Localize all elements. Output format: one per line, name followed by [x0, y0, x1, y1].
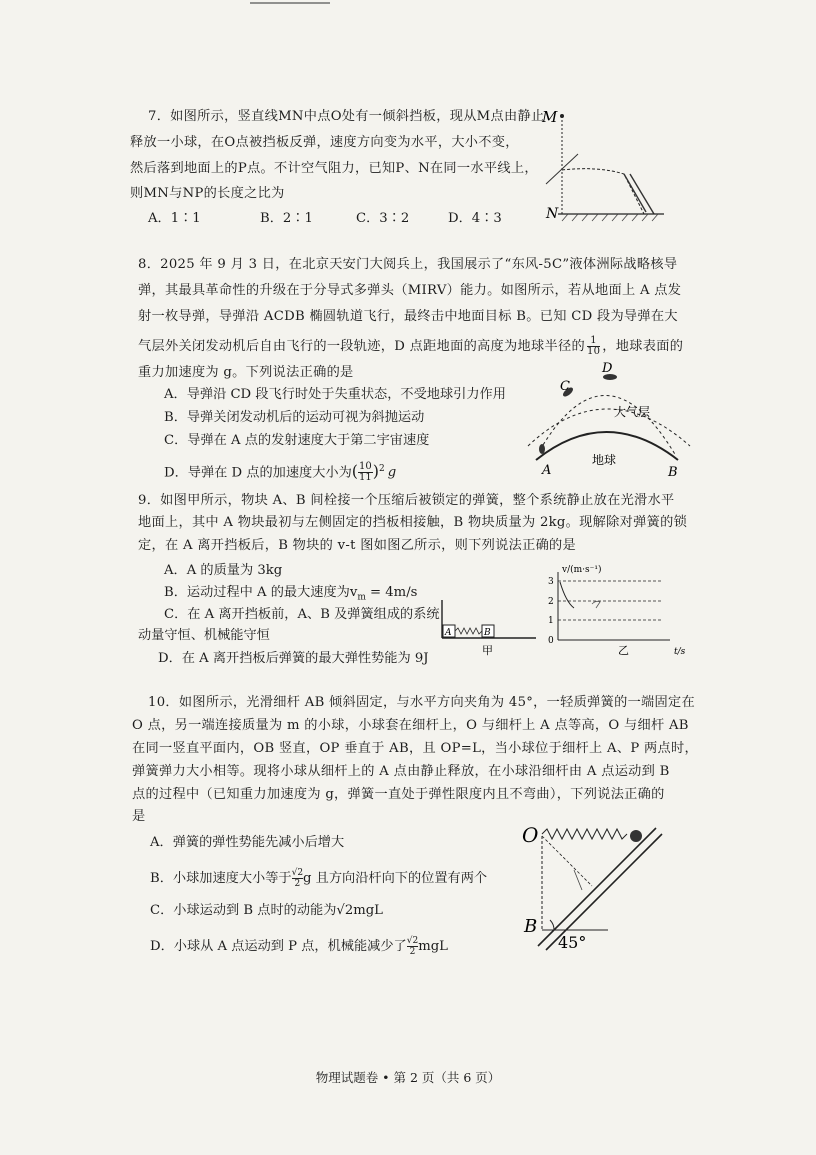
q9-caption-jia: 甲 — [482, 644, 493, 657]
q10-line-5: 点的过程中（已知重力加速度为 g，弹簧一直处于弹性限度内且不弯曲），下列说法正确的 — [132, 787, 665, 802]
q10-option-d-frac — [407, 936, 418, 957]
q10-option-c[interactable]: C．小球运动到 B 点时的动能为√2mgL — [150, 903, 383, 918]
q7-line-2: 释放一小球，在O点被挡板反弹，速度方向变为水平，大小不变， — [130, 135, 519, 150]
q9-option-a[interactable]: A．A 的质量为 3kg — [164, 563, 283, 578]
q8-optd-tail: g — [387, 465, 397, 481]
q8-fraction-den: 10 — [586, 346, 601, 357]
q7-option-b[interactable]: B．2∶1 — [260, 211, 313, 226]
q9-option-b-sub: m — [357, 592, 366, 603]
q9-tick-0: 0 — [548, 636, 554, 646]
q9-option-c[interactable]: C．在 A 离开挡板前，A、B 及弹簧组成的系统 — [164, 607, 440, 622]
q8-figure — [518, 360, 698, 478]
top-header-mark — [0, 0, 816, 8]
q10-label-angle: 45° — [558, 933, 587, 952]
q8-option-b[interactable]: B．导弹关闭发动机后的运动可视为斜抛运动 — [164, 410, 425, 425]
q9-line-1: 9．如图甲所示，物块 A、B 间栓接一个压缩后被锁定的弹簧，整个系统静止放在光滑水平 — [138, 493, 675, 508]
q8-label-d: D — [602, 361, 613, 376]
page-footer: 物理试题卷 • 第 2 页（共 6 页） — [315, 1070, 501, 1085]
q8-line-4-tail: ，地球表面的 — [602, 339, 684, 354]
q10-option-b-post: g 且方向沿杆向下的位置有两个 — [303, 871, 488, 886]
q8-line-1: 8．2025 年 9 月 3 日，在北京天安门大阅兵上，我国展示了“东风-5C”液体洲际战略核导 — [138, 257, 678, 272]
q8-line-2: 弹，其最具革命性的升级在于分导式多弹头（MIRV）能力。如图所示，若从地面上 A 点发 — [138, 283, 682, 298]
q9-ylabel: v/(m·s⁻¹) — [562, 565, 602, 575]
q7-option-c[interactable]: C．3∶2 — [356, 211, 410, 226]
q8-fraction — [587, 336, 600, 357]
q7-option-d[interactable]: D．4∶3 — [448, 211, 502, 226]
q10-option-d-pre: D．小球从 A 点运动到 P 点，机械能减少了 — [150, 939, 407, 954]
q8-line-4 — [138, 336, 683, 357]
q10-line-1: 10．如图所示，光滑细杆 AB 倾斜固定，与水平方向夹角为 45°，一轻质弹簧的一端固定在 — [148, 695, 696, 710]
q10-line-4: 弹簧弹力大小相等。现将小球从细杆上的 A 点由静止释放，在小球沿细杆由 A 点运动到 B — [132, 764, 670, 779]
q7-line-4: 则MN与NP的长度之比为 — [130, 186, 285, 201]
q10-option-d-frac-num: √2 — [406, 936, 419, 946]
q9-line-3: 定，在 A 离开挡板后，B 物块的 v-t 图如图乙所示，则下列说法正确的是 — [138, 538, 577, 553]
q8-optd-exp: 2 — [379, 464, 385, 474]
q7-line-1: 7．如图所示，竖直线MN中点O处有一倾斜挡板，现从M点由静止 — [148, 109, 545, 124]
q9-figure-yi — [542, 560, 692, 658]
q8-line-4-text: 气层外关闭发动机后自由飞行的一段轨迹，D 点距地面的高度为地球半径的 — [138, 339, 585, 354]
q8-label-b: B — [668, 465, 678, 478]
q7-line-3: 然后落到地面上的P点。不计空气阻力，已知P、N在同一水平线上， — [130, 161, 538, 176]
q9-tick-3: 3 — [548, 577, 554, 587]
q10-option-b-frac-den: 2 — [294, 879, 301, 889]
q9-option-c-cont: 动量守恒、机械能守恒 — [138, 628, 270, 643]
q10-option-d[interactable] — [150, 936, 448, 957]
q9-figure-jia — [436, 594, 540, 658]
q10-line-2: O 点，另一端连接质量为 m 的小球，小球套在细杆上，O 与细杆上 A 点等高，O 与细杆 AB — [132, 718, 689, 733]
q10-option-d-frac-den: 2 — [409, 947, 416, 957]
q8-option-d-text: D．导弹在 D 点的加速度大小为 — [164, 465, 352, 481]
q8-line-5: 重力加速度为 g。下列说法正确的是 — [138, 365, 354, 380]
q9-option-b[interactable] — [164, 584, 417, 607]
q9-option-d[interactable]: D．在 A 离开挡板后弹簧的最大弹性势能为 9J — [158, 651, 429, 666]
q10-option-a[interactable]: A．弹簧的弹性势能先减小后增大 — [150, 835, 345, 850]
q8-label-atmosphere: 大气层 — [614, 405, 651, 419]
q10-option-b-frac-num: √2 — [291, 868, 304, 878]
q10-line-6: 是 — [132, 809, 146, 824]
q9-xlabel: t/s — [674, 647, 686, 657]
q9-tick-1: 1 — [548, 616, 554, 626]
q8-line-3: 射一枚导弹，导弹沿 ACDB 椭圆轨道飞行，最终击中地面目标 B。已知 CD 段为导弹在大 — [138, 309, 678, 324]
q9-option-b-tail: = 4m/s — [365, 585, 418, 600]
q7-label-n: N — [546, 206, 559, 222]
q7-label-m: M — [542, 108, 558, 126]
q7-options — [148, 210, 502, 228]
q8-label-a: A — [542, 463, 552, 478]
q7-figure — [538, 104, 668, 224]
q8-fraction-num: 1 — [587, 336, 600, 347]
q8-label-c: C — [560, 379, 570, 394]
q8-label-earth: 地球 — [592, 453, 617, 467]
q7-option-a[interactable]: A．1∶1 — [148, 211, 201, 226]
q9-line-2: 地面上，其中 A 物块最初与左侧固定的挡板相接触，B 物块质量为 2kg。现解除对弹簧的锁 — [138, 515, 688, 530]
q9-option-b-text: B．运动过程中 A 的最大速度为v — [164, 585, 358, 600]
q10-option-b-pre: B．小球加速度大小等于 — [150, 871, 292, 886]
q9-caption-yi: 乙 — [618, 644, 629, 657]
q10-label-b: B — [524, 916, 538, 937]
q10-option-b[interactable] — [150, 868, 487, 889]
q8-optd-num: 10 — [359, 461, 372, 473]
q10-line-3: 在同一竖直平面内，OB 竖直，OP 垂直于 AB，且 OP=L，当小球位于细杆上 A、P 两点时， — [132, 741, 698, 756]
q8-option-d[interactable]: D．导弹在 D 点的加速度大小为( $\frac{10}{11}$ )$^2$ g — [164, 461, 397, 484]
q10-option-b-frac — [292, 868, 303, 889]
q10-label-o: O — [522, 823, 539, 847]
q10-figure — [518, 812, 668, 962]
q9-tick-2: 2 — [548, 597, 554, 607]
q9-label-b: B — [484, 628, 491, 638]
q10-option-d-post: mgL — [418, 939, 448, 954]
q8-option-a[interactable]: A．导弹沿 CD 段飞行时处于失重状态，不受地球引力作用 — [164, 387, 506, 402]
q8-option-c[interactable]: C．导弹在 A 点的发射速度大于第二宇宙速度 — [164, 433, 430, 448]
q8-optd-den: 11 — [359, 472, 372, 484]
q9-label-a: A — [445, 628, 452, 638]
